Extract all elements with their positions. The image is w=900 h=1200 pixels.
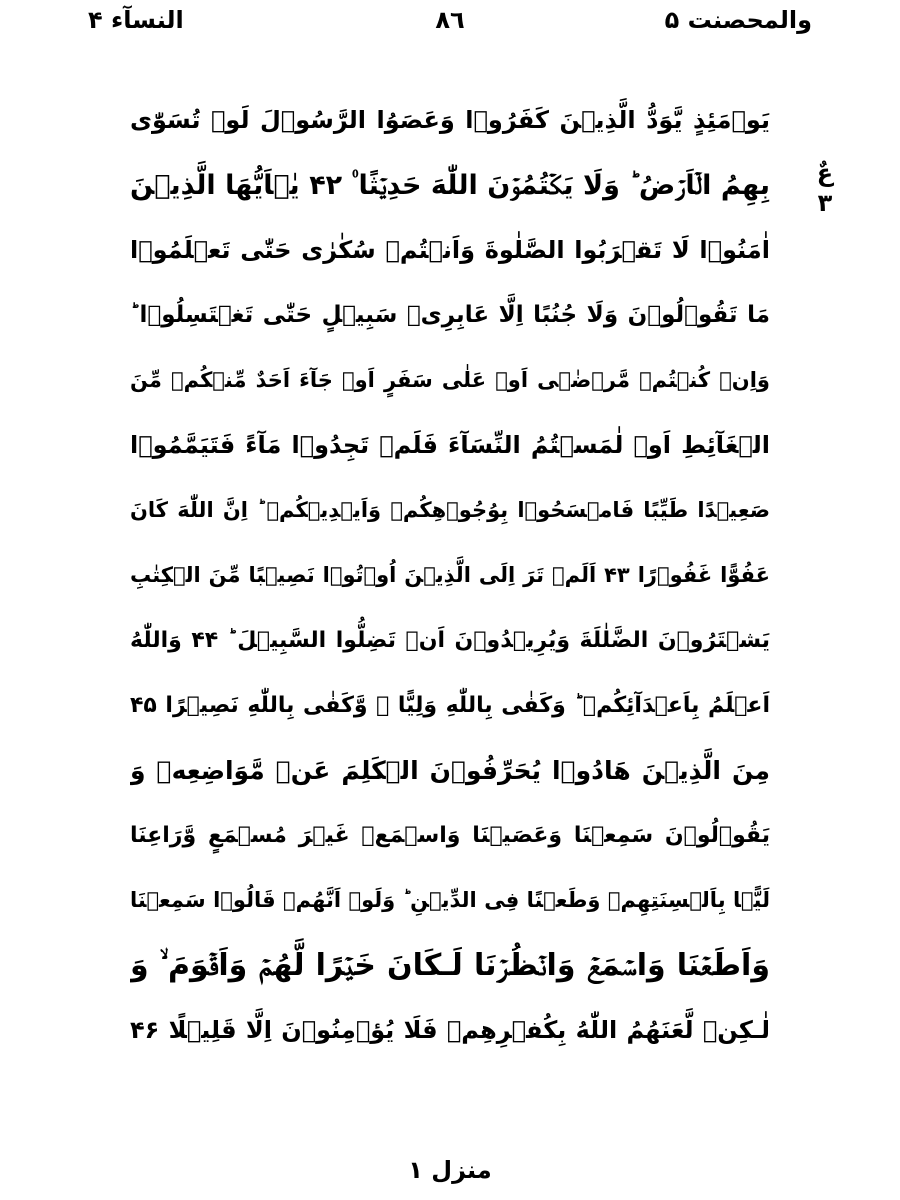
text-line-10: اَعۡلَمُ بِاَعۡدَآئِكُمۡ ؕ وَكَفٰى بِاللّٰهِ وَلِيًّا ۙ وَّكَفٰى بِاللّٰهِ نَصِيۡرًا ۴۵ (130, 693, 770, 718)
text-line-9: يَشۡتَرُوۡنَ الضَّلٰلَةَ وَيُرِيۡدُوۡنَ اَنۡ تَضِلُّوا السَّبِيۡلَ ؕ ۴۴ وَاللّٰهُ (130, 628, 770, 653)
page-header (0, 2, 900, 42)
manzil-footer: منزل ۱ (408, 1156, 492, 1184)
text-line-7: صَعِيۡدًا طَيِّبًا فَامۡسَحُوۡا بِوُجُوۡهِكُمۡ وَاَيۡدِيۡكُمۡ ؕ اِنَّ اللّٰهَ كَانَ (130, 498, 770, 522)
text-line-12: يَقُوۡلُوۡنَ سَمِعۡنَا وَعَصَيۡنَا وَاسۡمَعۡ غَيۡرَ مُسۡمَعٍ وَّرَاعِنَا (130, 823, 770, 848)
ruku-label: عٌ (816, 159, 834, 187)
text-line-13: لَيًّۢا بِاَلۡسِنَتِهِمۡ وَطَعۡنًا فِى الدِّيۡنِ ؕ وَلَوۡ اَنَّهُمۡ قَالُوۡا سَمِعۡنَا (130, 888, 770, 912)
text-line-15: لٰـكِنۡ لَّعَنَهُمُ اللّٰهُ بِكُفۡرِهِمۡ فَلَا يُؤۡمِنُوۡنَ اِلَّا قَلِيۡلًا ۴۶ (130, 1016, 770, 1044)
text-line-5: وَاِنۡ كُنۡتُمۡ مَّرۡضٰۤى اَوۡ عَلٰى سَفَرٍ اَوۡ جَآءَ اَحَدٌ مِّنۡكُمۡ مِّنَ (130, 368, 770, 392)
text-line-3: اٰمَنُوۡا لَا تَقۡرَبُوا الصَّلٰوةَ وَاَنۡتُمۡ سُكٰرٰى حَتّٰى تَعۡلَمُوۡا (130, 236, 770, 264)
text-line-11: مِنَ الَّذِيۡنَ هَادُوۡا يُحَرِّفُوۡنَ الۡكَلِمَ عَنۡ مَّوَاضِعِهٖ وَ (130, 756, 770, 785)
text-line-1: يَوۡمَئِذٍ يَّوَدُّ الَّذِيۡنَ كَفَرُوۡا وَعَصَوُا الرَّسُوۡلَ لَوۡ تُسَوّٰى (130, 106, 770, 134)
quran-text (130, 88, 770, 1063)
text-line-2: بِهِمُ الۡاَرۡضُ ؕ وَلَا يَكۡتُمُوۡنَ اللّٰهَ حَدِيۡثًا ۠ ۴۲ يٰۤاَيُّهَا الَّذِيۡنَ (130, 170, 770, 201)
text-line-4: مَا تَقُوۡلُوۡنَ وَلَا جُنُبًا اِلَّا عَابِرِىۡ سَبِيۡلٍ حَتّٰى تَغۡتَسِلُوۡا ؕ (130, 302, 770, 328)
surah-name: النسآء ۴ (88, 6, 184, 34)
text-line-6: الۡغَآئِطِ اَوۡ لٰمَسۡتُمُ النِّسَآءَ فَلَمۡ تَجِدُوۡا مَآءً فَتَيَمَّمُوۡا (130, 431, 770, 459)
juz-name: والمحصنت ۵ (664, 6, 812, 34)
text-line-14: وَاَطَعۡنَا وَاسۡمَعۡ وَانۡظُرۡنَا لَـكَانَ خَيۡرًا لَّهُمۡ وَاَقۡوَمَ ۙ وَ (130, 948, 770, 983)
ruku-number: ٣ (817, 189, 833, 217)
ruku-marker (808, 158, 842, 218)
text-line-8: عَفُوًّا غَفُوۡرًا ۴۳ اَلَمۡ تَرَ اِلَى الَّذِيۡنَ اُوۡتُوۡا نَصِيۡبًا مِّنَ الۡكِتٰبِ (130, 563, 770, 587)
page-number: ٨٦ (435, 6, 465, 34)
